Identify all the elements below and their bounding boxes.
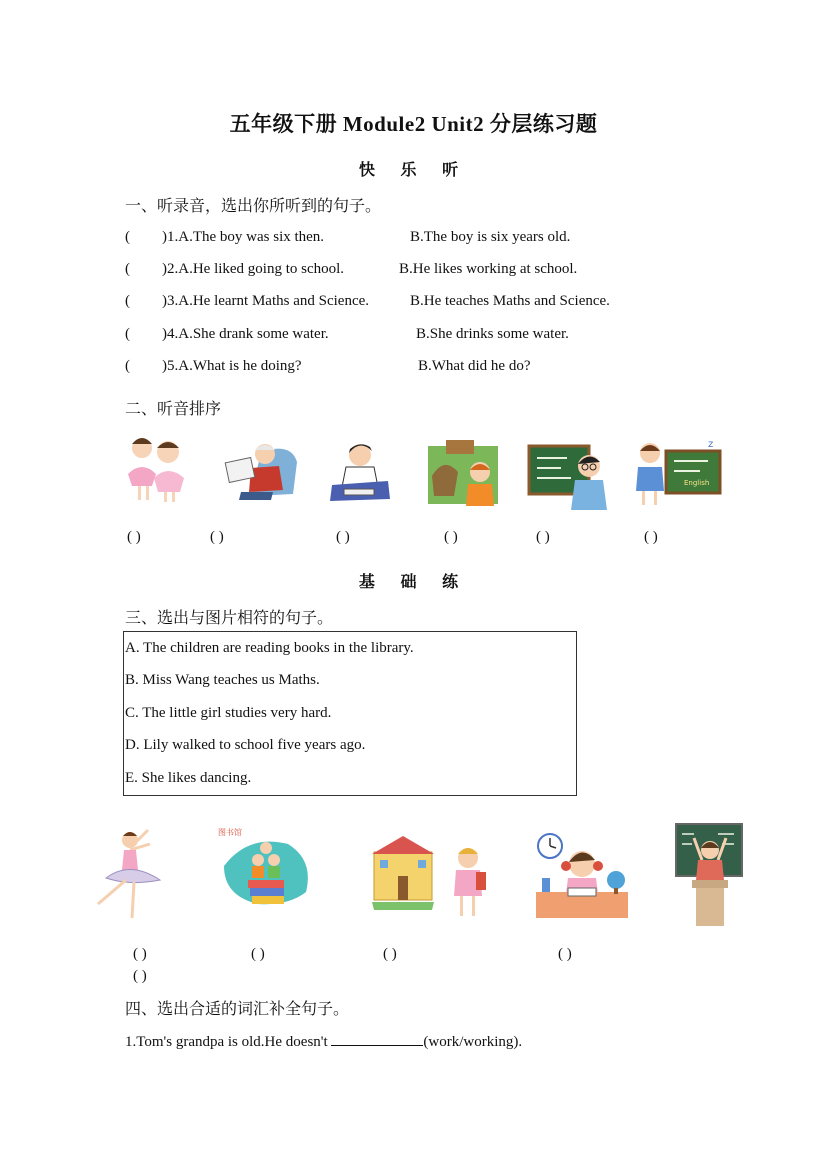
q5-option-b: B.What did he do? xyxy=(418,358,531,374)
part3-bracket-1[interactable]: ( ) xyxy=(133,946,147,962)
q1-paren: ( xyxy=(125,229,130,245)
part4-q1-blank[interactable] xyxy=(331,1031,423,1046)
teacher-board-icon xyxy=(527,440,613,512)
part4-q1-start: 1.Tom's grandpa is old.He doesn't xyxy=(125,1034,328,1050)
boy-studying-icon xyxy=(326,437,394,505)
q4-option-b: B.She drinks some water. xyxy=(416,326,569,342)
q3-option-a: )3.A.He learnt Maths and Science. xyxy=(162,293,370,309)
school-girl-icon xyxy=(372,832,488,924)
library-kids-icon xyxy=(218,826,314,914)
q5-option-a: )5.A.What is he doing? xyxy=(162,358,302,374)
part3-bracket-5[interactable]: ( ) xyxy=(133,968,147,984)
girl-desk-icon xyxy=(532,830,630,922)
part2-bracket-6[interactable]: ( ) xyxy=(644,529,658,545)
q2-option-a: )2.A.He liked going to school. xyxy=(162,261,345,277)
part1-heading: 一、听录音，选出你所听到的句子。 xyxy=(125,196,382,215)
q3-paren: ( xyxy=(125,293,130,309)
option-d: D. Lily walked to school five years ago. xyxy=(125,737,366,753)
girl-board-icon xyxy=(630,437,730,509)
board-english-text: English xyxy=(684,479,710,487)
part2-bracket-4[interactable]: ( ) xyxy=(444,529,458,545)
q2-option-b: B.He likes working at school. xyxy=(399,261,578,277)
section-happy-listen: 快 乐 听 xyxy=(358,160,469,179)
part2-bracket-3[interactable]: ( ) xyxy=(336,529,350,545)
part3-bracket-4[interactable]: ( ) xyxy=(558,946,572,962)
part2-bracket-1[interactable]: ( ) xyxy=(127,529,141,545)
part4-heading: 四、选出合适的词汇补全句子。 xyxy=(125,999,350,1018)
q4-paren: ( xyxy=(125,326,130,342)
option-b: B. Miss Wang teaches us Maths. xyxy=(125,672,320,688)
page-title: 五年级下册 Module2 Unit2 分层练习题 xyxy=(229,112,598,136)
part4-question-1 xyxy=(125,1031,522,1051)
part2-heading: 二、听音排序 xyxy=(125,399,222,418)
q4-option-a: )4.A.She drank some water. xyxy=(162,326,329,342)
dancing-girls-icon xyxy=(118,428,196,506)
part2-bracket-2[interactable]: ( ) xyxy=(210,529,224,545)
q3-option-b: B.He teaches Maths and Science. xyxy=(410,293,610,309)
option-e: E. She likes dancing. xyxy=(125,770,252,786)
library-sign-text: 图书馆 xyxy=(218,828,242,837)
part3-bracket-2[interactable]: ( ) xyxy=(251,946,265,962)
teacher-podium-icon xyxy=(674,822,746,928)
q5-paren: ( xyxy=(125,358,130,374)
svg-text:z: z xyxy=(708,439,714,450)
part3-heading: 三、选出与图片相符的句子。 xyxy=(125,608,334,627)
q1-option-b: B.The boy is six years old. xyxy=(410,229,571,245)
option-a: A. The children are reading books in the library. xyxy=(125,640,414,656)
zoo-kid-icon xyxy=(424,436,504,508)
ballerina-icon xyxy=(90,824,166,924)
part2-bracket-5[interactable]: ( ) xyxy=(536,529,550,545)
part4-q1-end: (work/working). xyxy=(423,1034,523,1050)
option-c: C. The little girl studies very hard. xyxy=(125,705,332,721)
section-basic-practice: 基 础 练 xyxy=(358,572,469,591)
q1-option-a: )1.A.The boy was six then. xyxy=(162,229,325,245)
grandpa-reading-icon xyxy=(221,432,301,504)
q2-paren: ( xyxy=(125,261,130,277)
part3-bracket-3[interactable]: ( ) xyxy=(383,946,397,962)
